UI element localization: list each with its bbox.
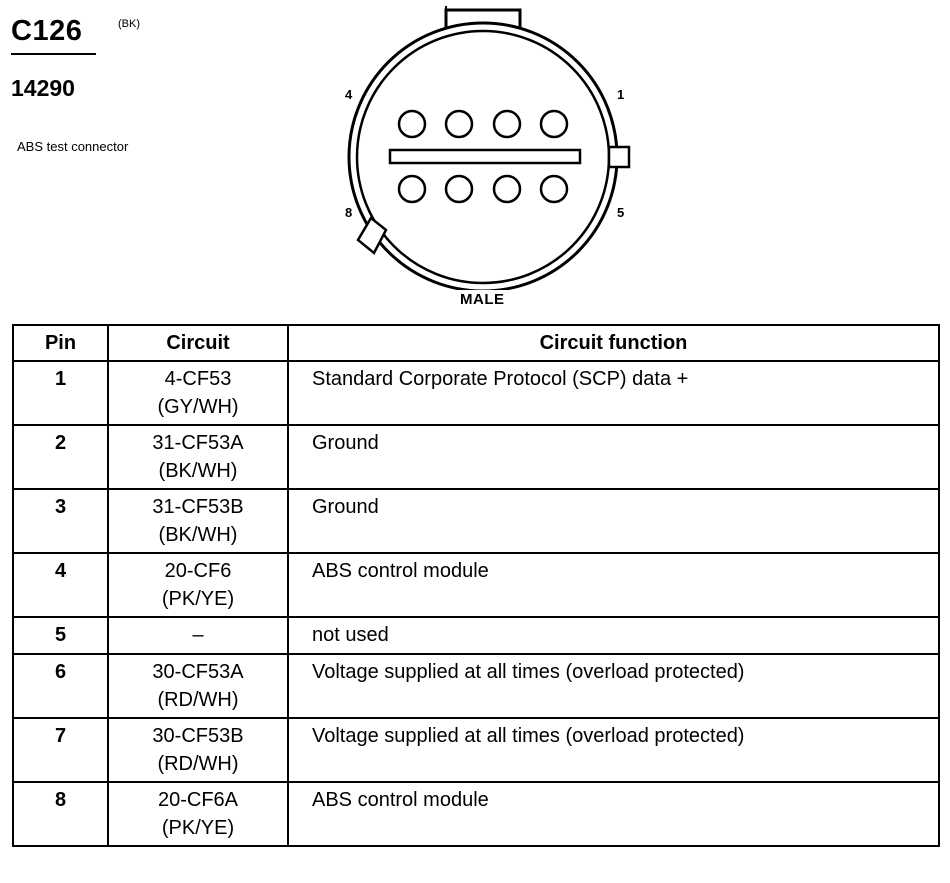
circuit-cell (108, 718, 288, 782)
wire-color: (RD/WH) (157, 689, 239, 711)
connector-description: ABS test connector (17, 139, 129, 154)
circuit-code: 30-CF53A (152, 661, 244, 683)
pin-label-4: 4 (345, 87, 353, 102)
circuit-cell (108, 489, 288, 553)
wire-color: (GY/WH) (157, 396, 239, 418)
pin-number: 7 (13, 718, 108, 782)
pin-cavity-7 (446, 176, 472, 202)
pin-label-5: 5 (617, 205, 625, 220)
connector-face-diagram (330, 0, 650, 290)
connector-id: C126 (11, 15, 83, 47)
table-row (13, 489, 939, 553)
circuit-function: not used (288, 617, 939, 654)
circuit-function: Voltage supplied at all times (overload protected) (288, 718, 939, 782)
circuit-function: Ground (288, 425, 939, 489)
circuit-code: 31-CF53A (152, 432, 244, 454)
right-key (609, 147, 629, 167)
center-divider-bar (390, 150, 580, 163)
pinout-table (12, 324, 940, 847)
header-pin: Pin (13, 325, 108, 361)
pin-cavity-6 (494, 176, 520, 202)
connector-gender-label: MALE (460, 291, 505, 308)
pin-number: 2 (13, 425, 108, 489)
pin-number: 1 (13, 361, 108, 425)
pin-cavity-4 (399, 111, 425, 137)
circuit-cell (108, 425, 288, 489)
wire-color: (PK/YE) (161, 817, 235, 839)
pin-number: 6 (13, 654, 108, 718)
pin-label-1: 1 (617, 87, 625, 102)
pin-cavity-8 (399, 176, 425, 202)
pin-cavity-2 (494, 111, 520, 137)
circuit-function: Ground (288, 489, 939, 553)
pin-cavity-3 (446, 111, 472, 137)
circuit-function: Voltage supplied at all times (overload protected) (288, 654, 939, 718)
pin-cavity-1 (541, 111, 567, 137)
pin-number: 5 (13, 617, 108, 654)
pin-number: 3 (13, 489, 108, 553)
circuit-function: ABS control module (288, 553, 939, 617)
circuit-code: 20-CF6A (157, 789, 239, 811)
part-number: 14290 (11, 75, 75, 101)
table-header-row (13, 325, 939, 361)
table-row (13, 425, 939, 489)
pin-number: 8 (13, 782, 108, 846)
table-row (13, 654, 939, 718)
circuit-code: – (192, 624, 204, 646)
circuit-cell (108, 782, 288, 846)
circuit-code: 4-CF53 (164, 368, 232, 390)
circuit-code: 31-CF53B (152, 496, 244, 518)
title-underline (11, 53, 96, 55)
circuit-function: Standard Corporate Protocol (SCP) data + (288, 361, 939, 425)
circuit-code: 20-CF6 (164, 560, 232, 582)
table-row (13, 553, 939, 617)
circuit-code: 30-CF53B (152, 725, 244, 747)
header-circuit: Circuit (108, 325, 288, 361)
circuit-function: ABS control module (288, 782, 939, 846)
table-row (13, 718, 939, 782)
connector-color-code: (BK) (118, 18, 140, 30)
circuit-cell (108, 361, 288, 425)
pin-cavity-5 (541, 176, 567, 202)
wire-color: (RD/WH) (157, 753, 239, 775)
table-row (13, 782, 939, 846)
table-row (13, 617, 939, 654)
circuit-cell (108, 617, 288, 654)
pin-label-8: 8 (345, 205, 353, 220)
pin-number: 4 (13, 553, 108, 617)
table-row (13, 361, 939, 425)
wire-color: (PK/YE) (161, 588, 235, 610)
header-circuit-function: Circuit function (288, 325, 939, 361)
circuit-cell (108, 654, 288, 718)
wire-color: (BK/WH) (158, 524, 238, 546)
circuit-cell (108, 553, 288, 617)
wire-color: (BK/WH) (158, 460, 238, 482)
